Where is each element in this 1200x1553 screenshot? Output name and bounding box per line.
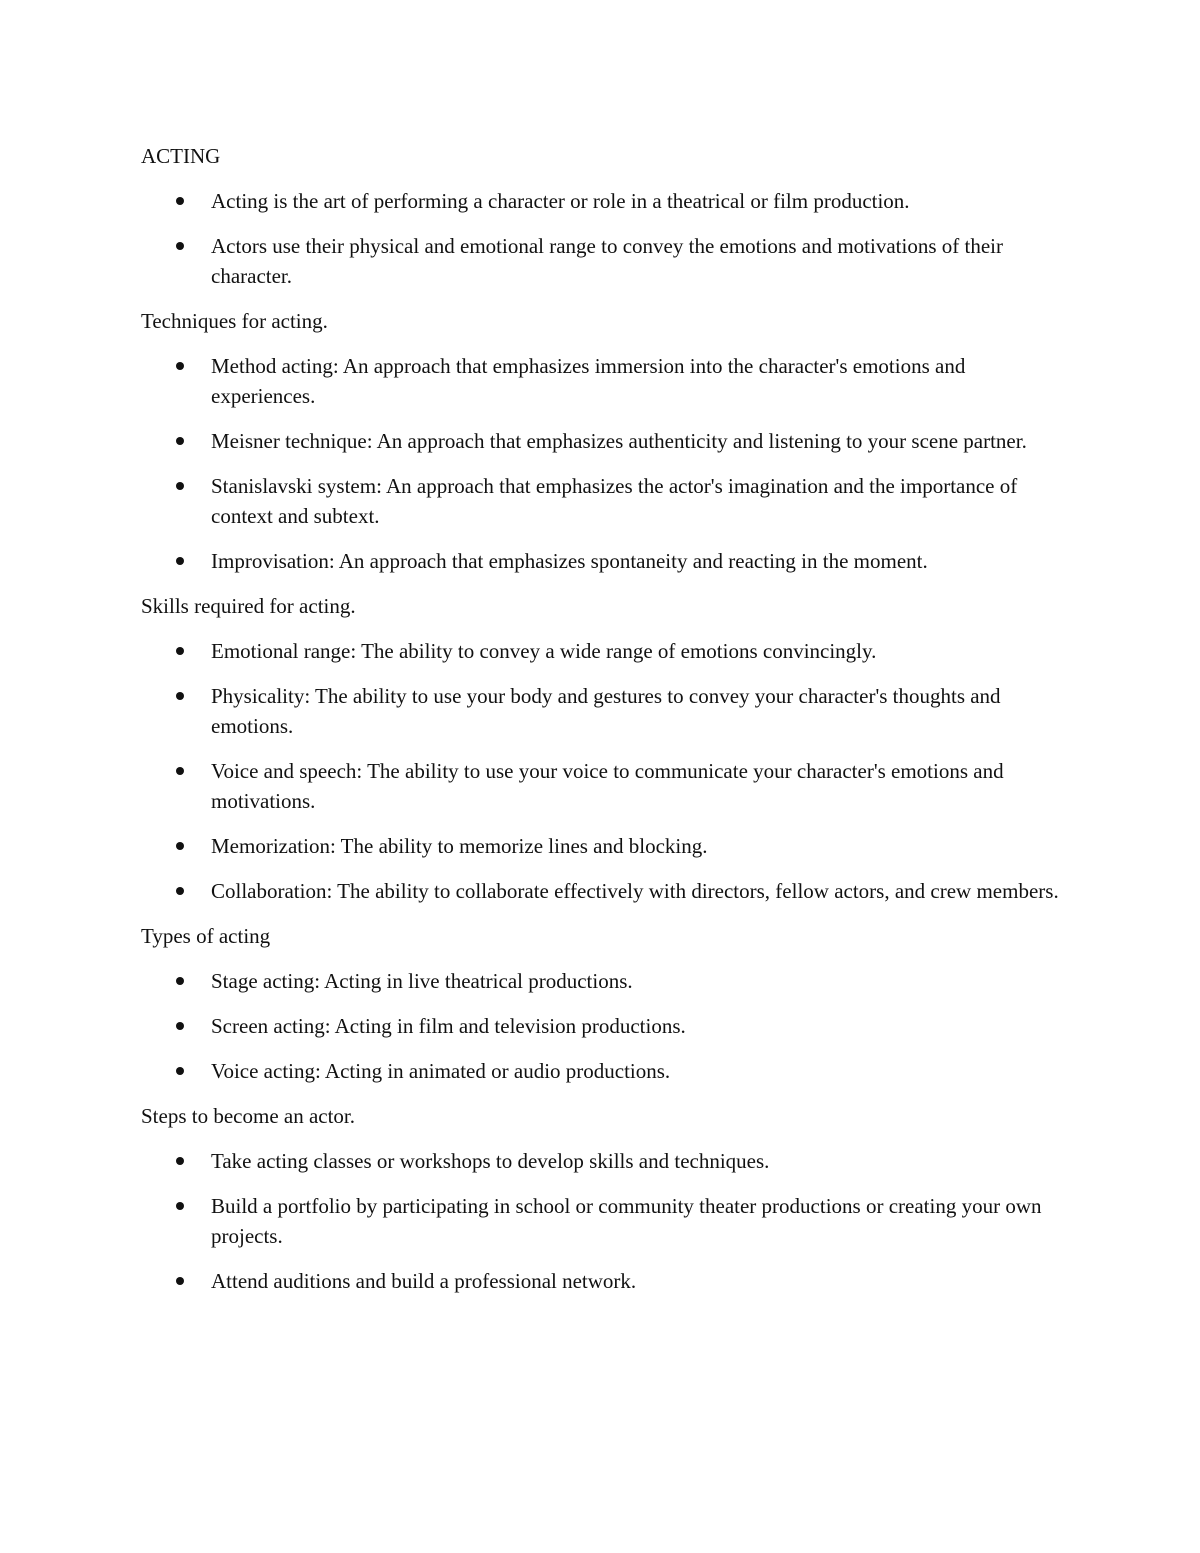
list-item-text: Take acting classes or workshops to develop skills and techniques. [211, 1149, 770, 1173]
list-item-text: Stanislavski system: An approach that emphasizes the actor's imagination and the importance of context and subtext. [211, 474, 1018, 528]
list-item-text: Voice acting: Acting in animated or audio productions. [211, 1059, 671, 1083]
list-item [141, 1146, 1071, 1176]
bullet-icon [176, 1067, 184, 1075]
bullet-list-acting [141, 186, 1071, 291]
bullet-list-skills [141, 636, 1071, 906]
bullet-icon [176, 482, 184, 490]
bullet-icon [176, 647, 184, 655]
list-item-text: Meisner technique: An approach that emphasizes authenticity and listening to your scene partner. [211, 429, 1027, 453]
list-item [141, 681, 1071, 741]
list-item-text: Acting is the art of performing a character or role in a theatrical or film production. [211, 189, 910, 213]
bullet-icon [176, 887, 184, 895]
bullet-icon [176, 767, 184, 775]
list-item [141, 186, 1071, 216]
list-item [141, 1056, 1071, 1086]
bullet-icon [176, 1277, 184, 1285]
section-heading-skills: Skills required for acting. [141, 594, 356, 618]
list-item-text: Stage acting: Acting in live theatrical productions. [211, 969, 633, 993]
list-item [141, 1011, 1071, 1041]
section-heading-types: Types of acting [141, 924, 271, 948]
list-item [141, 471, 1071, 531]
bullet-icon [176, 437, 184, 445]
document-body [141, 141, 1071, 1311]
list-item [141, 1266, 1071, 1296]
section-heading-steps: Steps to become an actor. [141, 1104, 356, 1128]
bullet-list-types [141, 966, 1071, 1086]
list-item [141, 756, 1071, 816]
list-item [141, 1191, 1071, 1251]
list-item [141, 426, 1071, 456]
list-item-text: Memorization: The ability to memorize lines and blocking. [211, 834, 708, 858]
list-item [141, 546, 1071, 576]
list-item-text: Voice and speech: The ability to use your voice to communicate your character's emotions and motivations. [211, 759, 1004, 813]
bullet-list-techniques [141, 351, 1071, 576]
bullet-list-steps [141, 1146, 1071, 1296]
list-item-text: Collaboration: The ability to collaborate effectively with directors, fellow actors, and crew members. [211, 879, 1059, 903]
list-item-text: Method acting: An approach that emphasizes immersion into the character's emotions and experiences. [211, 354, 966, 408]
section-heading-techniques: Techniques for acting. [141, 309, 328, 333]
bullet-icon [176, 557, 184, 565]
list-item [141, 966, 1071, 996]
bullet-icon [176, 977, 184, 985]
list-item-text: Actors use their physical and emotional range to convey the emotions and motivations of their character. [211, 234, 1003, 288]
bullet-icon [176, 1157, 184, 1165]
list-item [141, 876, 1071, 906]
list-item [141, 231, 1071, 291]
list-item [141, 351, 1071, 411]
bullet-icon [176, 1202, 184, 1210]
list-item-text: Screen acting: Acting in film and television productions. [211, 1014, 686, 1038]
list-item-text: Build a portfolio by participating in school or community theater productions or creating your own projects. [211, 1194, 1042, 1248]
bullet-icon [176, 1022, 184, 1030]
list-item-text: Attend auditions and build a professional network. [211, 1269, 637, 1293]
bullet-icon [176, 842, 184, 850]
bullet-icon [176, 692, 184, 700]
section-heading-acting: ACTING [141, 144, 221, 168]
list-item [141, 831, 1071, 861]
bullet-icon [176, 242, 184, 250]
bullet-icon [176, 362, 184, 370]
list-item-text: Emotional range: The ability to convey a wide range of emotions convincingly. [211, 639, 877, 663]
list-item [141, 636, 1071, 666]
list-item-text: Improvisation: An approach that emphasizes spontaneity and reacting in the moment. [211, 549, 928, 573]
list-item-text: Physicality: The ability to use your body and gestures to convey your character's thoughts and emotions. [211, 684, 1001, 738]
bullet-icon [176, 197, 184, 205]
